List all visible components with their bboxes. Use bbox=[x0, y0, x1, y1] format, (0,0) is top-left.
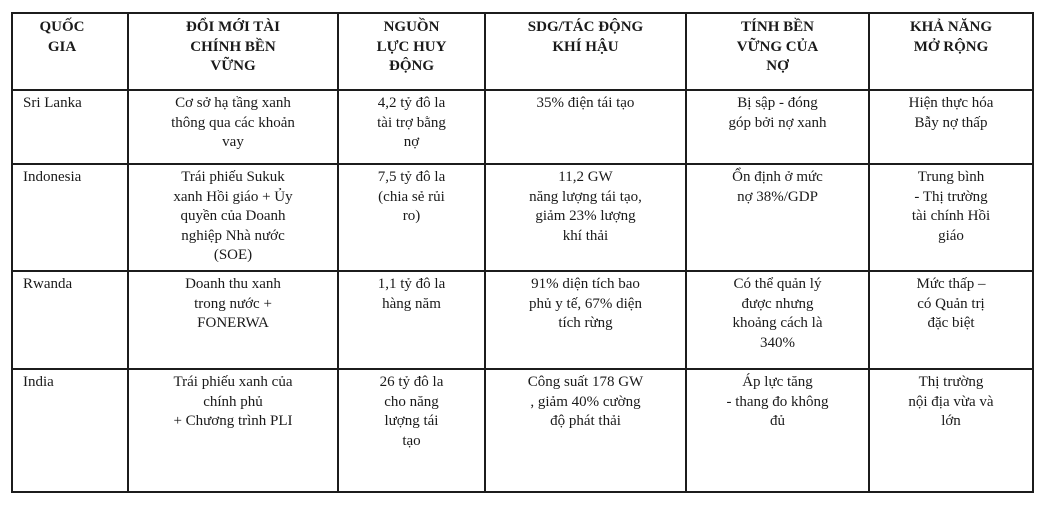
cell-line: tích rừng bbox=[558, 315, 613, 331]
cell-scalability bbox=[869, 164, 1033, 271]
cell-line: Doanh thu xanh bbox=[185, 276, 281, 292]
cell-impact bbox=[485, 271, 686, 369]
cell-line: được nhưng bbox=[741, 295, 814, 312]
header-line: NGUỒN bbox=[383, 19, 440, 35]
cell-impact bbox=[485, 369, 686, 492]
cell-line: Trái phiếu xanh của bbox=[173, 374, 293, 390]
cell-country bbox=[12, 369, 128, 492]
header-line: GIA bbox=[47, 38, 77, 55]
table-row-india bbox=[12, 369, 1033, 492]
cell-line: nợ 38%/GDP bbox=[737, 188, 818, 205]
header-line: ĐỘNG bbox=[389, 58, 434, 74]
cell-debt bbox=[686, 164, 869, 271]
cell-debt bbox=[686, 369, 869, 492]
cell-line: tạo bbox=[402, 432, 421, 449]
cell-line: 4,2 tỷ đô la bbox=[377, 95, 446, 111]
cell-line: Công suất 178 GW bbox=[527, 374, 644, 390]
country-name: Rwanda bbox=[23, 276, 73, 292]
table-row-sri-lanka bbox=[12, 90, 1033, 164]
cell-line: (SOE) bbox=[213, 247, 253, 263]
cell-line: Cơ sở hạ tầng xanh bbox=[175, 95, 291, 111]
cell-line: , giảm 40% cường bbox=[530, 393, 641, 410]
header-line: LỰC HUY bbox=[376, 38, 447, 55]
cell-line: 11,2 GW bbox=[558, 169, 613, 185]
cell-line: giảm 23% lượng bbox=[535, 208, 636, 224]
cell-line: Hiện thực hóa bbox=[908, 95, 994, 111]
header-scalability bbox=[869, 13, 1033, 90]
cell-line: tài chính Hồi bbox=[911, 208, 991, 224]
cell-line: nội địa vừa và bbox=[908, 393, 994, 410]
cell-resources bbox=[338, 271, 485, 369]
cell-country bbox=[12, 90, 128, 164]
cell-line: 340% bbox=[760, 334, 795, 351]
cell-line: 1,1 tỷ đô la bbox=[377, 276, 446, 292]
cell-line: Có thể quản lý bbox=[733, 276, 822, 292]
cell-line: xanh Hồi giáo + Ủy bbox=[173, 188, 293, 205]
header-line: ĐỔI MỚI TÀI bbox=[186, 19, 280, 35]
cell-line: - thang đo không bbox=[726, 393, 829, 410]
cell-line: 91% diện tích bao bbox=[531, 276, 640, 292]
cell-line: khí thải bbox=[562, 227, 609, 244]
cell-line: Trung bình bbox=[917, 169, 985, 185]
cell-line: đủ bbox=[770, 413, 785, 429]
header-resources bbox=[338, 13, 485, 90]
header-line: TÍNH BỀN bbox=[741, 19, 814, 35]
cell-line: Bẫy nợ thấp bbox=[914, 114, 988, 131]
cell-innovation bbox=[128, 271, 338, 369]
cell-line: đặc biệt bbox=[927, 315, 975, 331]
cell-line: FONERWA bbox=[197, 315, 269, 331]
cell-line: 26 tỷ đô la bbox=[379, 374, 444, 390]
header-impact bbox=[485, 13, 686, 90]
cell-line: Thị trường bbox=[918, 374, 984, 390]
cell-line: chính phủ bbox=[203, 393, 263, 410]
cell-line: khoảng cách là bbox=[732, 315, 823, 331]
cell-line: Áp lực tăng bbox=[742, 374, 813, 390]
cell-line: lớn bbox=[941, 413, 961, 429]
cell-line: Mức thấp – bbox=[916, 276, 986, 292]
cell-country bbox=[12, 271, 128, 369]
cell-line: vay bbox=[222, 134, 244, 150]
header-line: QUỐC bbox=[39, 19, 85, 35]
sustainable-finance-comparison-table bbox=[11, 12, 1034, 493]
cell-debt bbox=[686, 90, 869, 164]
header-line: KHẢ NĂNG bbox=[909, 19, 993, 35]
cell-resources bbox=[338, 90, 485, 164]
cell-line: có Quản trị bbox=[917, 295, 985, 312]
cell-line: hàng năm bbox=[382, 295, 441, 312]
country-name: Indonesia bbox=[23, 169, 82, 185]
country-name: Sri Lanka bbox=[23, 95, 82, 111]
cell-line: giáo bbox=[938, 227, 964, 244]
cell-line: 35% điện tái tạo bbox=[536, 95, 635, 111]
cell-line: 7,5 tỷ đô la bbox=[377, 169, 446, 185]
cell-line: lượng tái bbox=[384, 413, 439, 429]
header-line: VỮNG bbox=[210, 58, 256, 74]
header-line: NỢ bbox=[766, 58, 789, 74]
cell-line: Trái phiếu Sukuk bbox=[181, 169, 285, 185]
cell-innovation bbox=[128, 369, 338, 492]
cell-line: + Chương trình PLI bbox=[173, 413, 293, 429]
header-country bbox=[12, 13, 128, 90]
cell-line: tài trợ bằng bbox=[377, 114, 446, 131]
cell-resources bbox=[338, 369, 485, 492]
header-debt-sustainability bbox=[686, 13, 869, 90]
cell-scalability bbox=[869, 369, 1033, 492]
cell-scalability bbox=[869, 271, 1033, 369]
header-line: CHÍNH BỀN bbox=[190, 38, 276, 55]
cell-impact bbox=[485, 90, 686, 164]
cell-line: cho năng bbox=[384, 393, 439, 410]
cell-scalability bbox=[869, 90, 1033, 164]
cell-innovation bbox=[128, 164, 338, 271]
cell-line: năng lượng tái tạo, bbox=[529, 188, 642, 205]
cell-line: thông qua các khoản bbox=[171, 114, 295, 131]
cell-line: - Thị trường bbox=[914, 188, 988, 205]
header-line: KHÍ HẬU bbox=[552, 38, 619, 55]
cell-line: phủ y tế, 67% diện bbox=[529, 295, 642, 312]
cell-innovation bbox=[128, 90, 338, 164]
cell-line: nghiệp Nhà nước bbox=[181, 227, 285, 244]
header-line: VỮNG CỦA bbox=[736, 38, 819, 55]
cell-impact bbox=[485, 164, 686, 271]
cell-debt bbox=[686, 271, 869, 369]
cell-line: (chia sẻ rủi bbox=[378, 188, 445, 205]
table-row-rwanda bbox=[12, 271, 1033, 369]
table-row-indonesia bbox=[12, 164, 1033, 271]
header-row bbox=[12, 13, 1033, 90]
header-line: MỞ RỘNG bbox=[913, 38, 989, 55]
cell-resources bbox=[338, 164, 485, 271]
cell-line: trong nước + bbox=[194, 295, 272, 312]
cell-line: quyền của Doanh bbox=[180, 208, 286, 224]
header-innovation bbox=[128, 13, 338, 90]
cell-line: ro) bbox=[402, 208, 421, 224]
cell-line: góp bởi nợ xanh bbox=[728, 114, 827, 131]
cell-line: nợ bbox=[403, 134, 420, 150]
cell-line: Bị sập - đóng bbox=[737, 95, 818, 111]
cell-country bbox=[12, 164, 128, 271]
header-line: SDG/TÁC ĐỘNG bbox=[527, 19, 644, 35]
cell-line: độ phát thải bbox=[550, 413, 621, 429]
cell-line: Ổn định ở mức bbox=[732, 169, 823, 185]
country-name: India bbox=[23, 374, 54, 390]
